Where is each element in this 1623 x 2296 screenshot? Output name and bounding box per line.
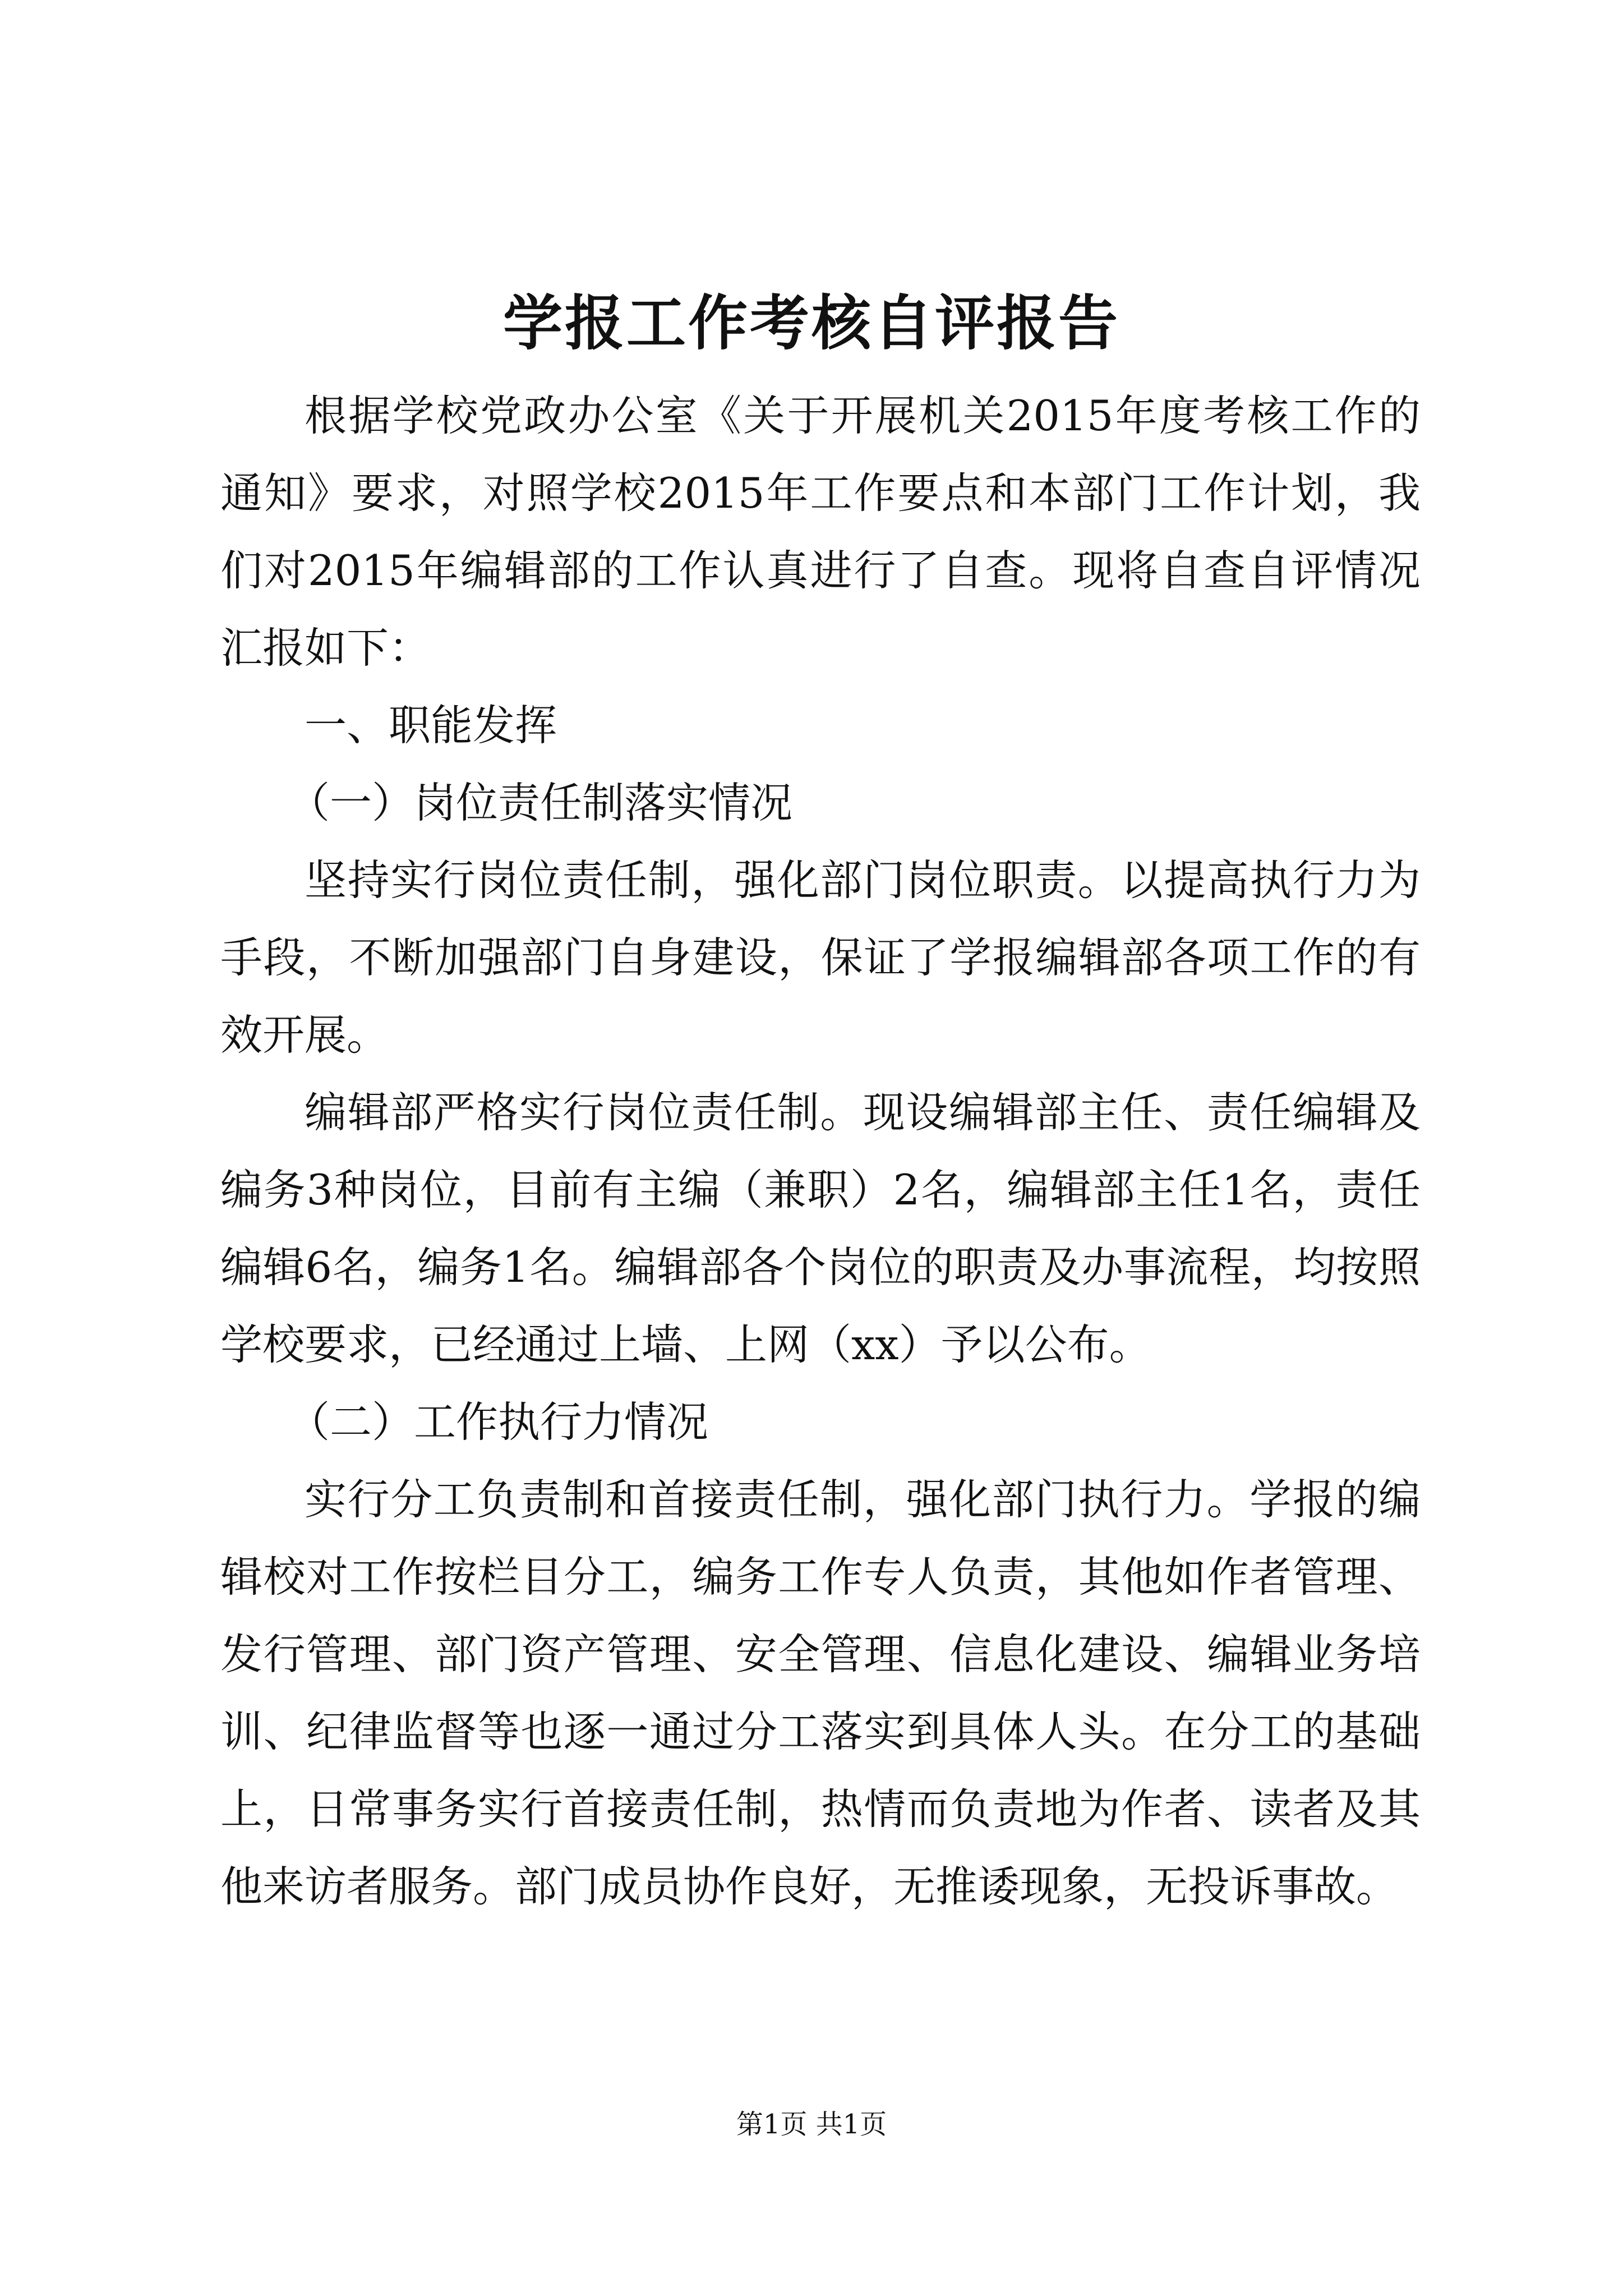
intro-paragraph: 根据学校党政办公室《关于开展机关2015年度考核工作的通知》要求，对照学校2015年工作要点和本部门工作计划，我们对2015年编辑部的工作认真进行了自查。现将自查自评情况汇报如下： [220, 391, 1421, 673]
section-heading: 一、职能发挥 [305, 701, 557, 750]
subsection-heading: （一）岗位责任制落实情况 [288, 778, 793, 827]
body-paragraph: 实行分工负责制和首接责任制，强化部门执行力。学报的编辑校对工作按栏目分工，编务工作专人负责，其他如作者管理、发行管理、部门资产管理、安全管理、信息化建设、编辑业务培训、纪律监督等也逐一通过分工落实到具体人头。在分工的基础上，日常事务实行首接责任制，热情而负责地为作者、读者及其他来访者服务。部门成员协作良好，无推诿现象，无投诉事故。 [220, 1475, 1421, 1911]
page-number-footer: 第1页 共1页 [736, 2109, 887, 2140]
subsection-heading: （二）工作执行力情况 [288, 1397, 709, 1447]
document-title: 学报工作考核自评报告 [503, 288, 1120, 358]
document-body [220, 377, 1421, 1925]
body-paragraph: 编辑部严格实行岗位责任制。现设编辑部主任、责任编辑及编务3种岗位，目前有主编（兼职）2名，编辑部主任1名，责任编辑6名，编务1名。编辑部各个岗位的职责及办事流程，均按照学校要求，已经通过上墙、上网（xx）予以公布。 [220, 1088, 1421, 1369]
body-paragraph: 坚持实行岗位责任制，强化部门岗位职责。以提高执行力为手段，不断加强部门自身建设，保证了学报编辑部各项工作的有效开展。 [220, 855, 1421, 1060]
